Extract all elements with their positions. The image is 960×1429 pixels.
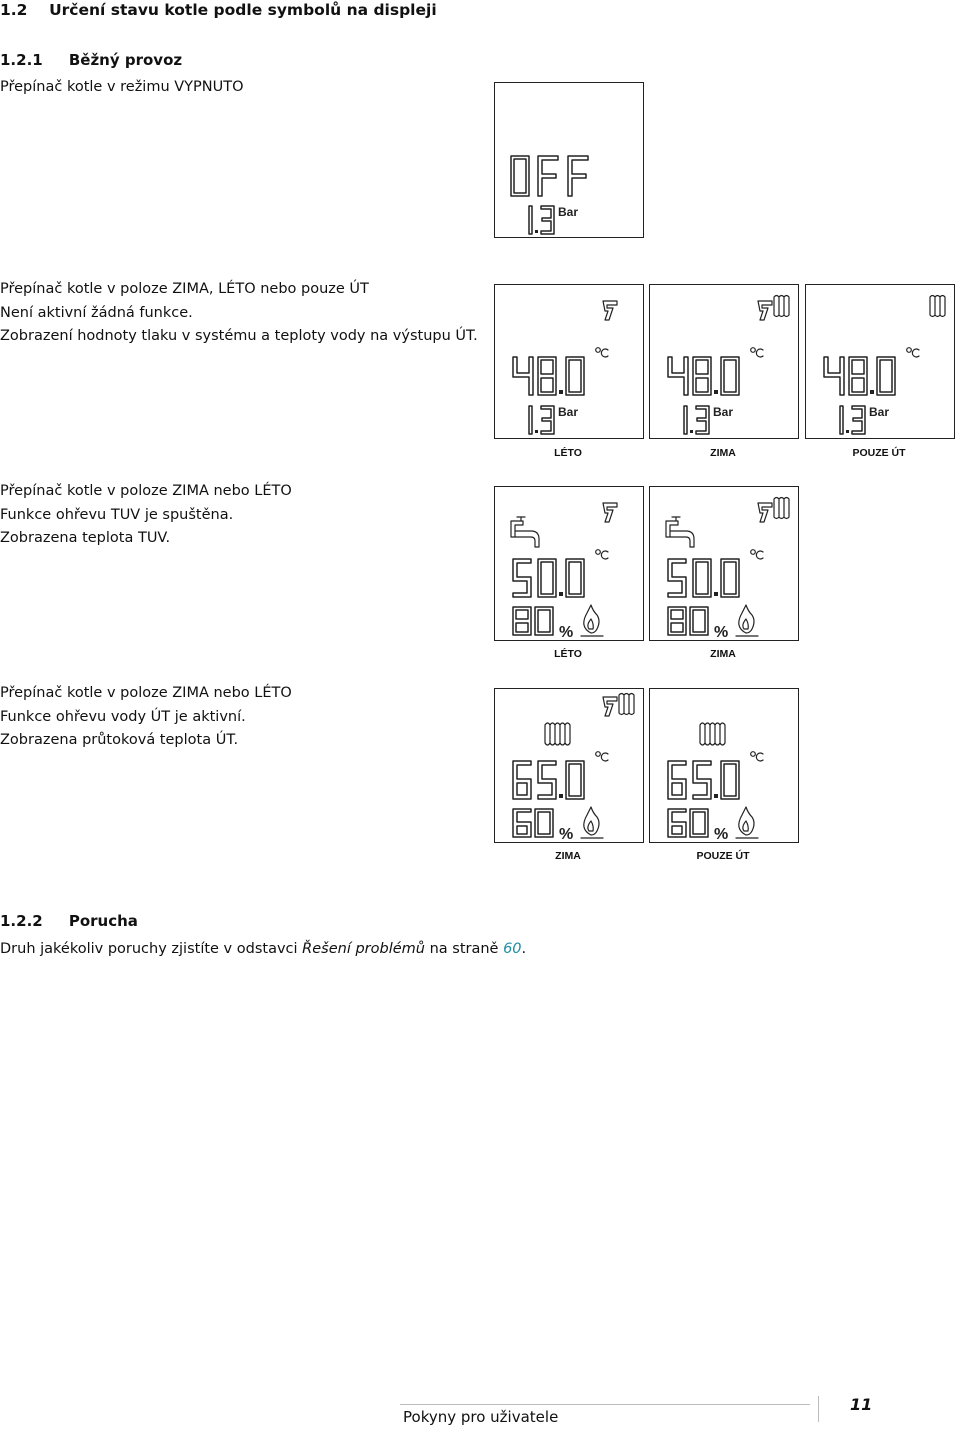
flame-icon xyxy=(581,807,603,838)
heating-line-3: Zobrazení hodnoty tlaku v systému a teploty vody na výstupu ÚT. xyxy=(0,328,478,344)
radiator-icon xyxy=(930,296,945,317)
heating-line-1: Přepínač kotle v poloze ZIMA, LÉTO nebo pouze ÚT xyxy=(0,281,369,297)
display-dhw-leto-graphic xyxy=(495,487,645,642)
radiator-icon xyxy=(774,296,789,317)
tap-icon xyxy=(603,503,617,522)
display-dhw-zima xyxy=(649,486,799,641)
power-unit-label: % xyxy=(714,624,729,641)
fault-text-before: Druh jakékoliv poruchy zjistíte v odstavci xyxy=(0,941,303,957)
display-heating-zima-graphic xyxy=(650,285,800,440)
radiator-icon xyxy=(774,498,789,519)
power-unit-label: % xyxy=(559,826,574,843)
ch-text xyxy=(0,682,292,753)
display-heating-zima xyxy=(649,284,799,439)
radiator-icon xyxy=(619,694,634,715)
caption-ch-zima: ZIMA xyxy=(555,850,581,862)
display-heating-leto-graphic xyxy=(495,285,645,440)
fault-link-text[interactable]: Řešení problémů xyxy=(302,941,425,957)
tap-icon xyxy=(758,301,772,320)
caption-heating-leto: LÉTO xyxy=(554,447,582,459)
ch-line-1: Přepínač kotle v poloze ZIMA nebo LÉTO xyxy=(0,685,292,701)
caption-heating-pouze-ut: POUZE ÚT xyxy=(852,447,906,459)
subsection-number: 1.2.2 xyxy=(0,912,43,930)
display-ch-zima xyxy=(494,688,644,843)
pressure-unit-label: Bar xyxy=(558,405,579,419)
heating-line-2: Není aktivní žádná funkce. xyxy=(0,304,193,321)
section-number: 1.2 xyxy=(0,1,28,19)
footer-separator xyxy=(818,1396,819,1422)
display-off-graphic xyxy=(495,83,645,239)
off-text: Přepínač kotle v režimu VYPNUTO xyxy=(0,79,244,95)
flame-icon xyxy=(736,605,758,636)
display-heating-pouze-ut xyxy=(805,284,955,439)
power-unit-label: % xyxy=(714,826,729,843)
power-unit-label: % xyxy=(559,624,574,641)
flame-icon xyxy=(581,605,603,636)
display-heating-leto xyxy=(494,284,644,439)
footer-title: Pokyny pro uživatele xyxy=(403,1408,559,1426)
subsection-title: Běžný provoz xyxy=(68,51,183,69)
radiator-active-icon xyxy=(700,723,725,745)
display-off xyxy=(494,82,644,238)
dhw-text xyxy=(0,480,292,551)
caption-heating-zima: ZIMA xyxy=(710,447,736,459)
pressure-unit-label: Bar xyxy=(558,205,579,219)
display-heating-pouze-ut-graphic xyxy=(806,285,956,440)
tap-icon xyxy=(603,697,617,716)
display-ch-zima-graphic xyxy=(495,689,645,844)
subsection-number: 1.2.1 xyxy=(0,51,43,69)
footer-divider xyxy=(400,1404,810,1405)
dhw-line-2: Funkce ohřevu TUV je spuštěna. xyxy=(0,506,234,523)
display-dhw-zima-graphic xyxy=(650,487,800,642)
tap-icon xyxy=(603,301,617,320)
ch-line-2: Funkce ohřevu vody ÚT je aktivní. xyxy=(0,708,246,725)
fault-text-after: . xyxy=(521,941,527,957)
ch-line-3: Zobrazena průtoková teplota ÚT. xyxy=(0,732,239,748)
section-heading xyxy=(0,1,437,19)
caption-ch-pouze-ut: POUZE ÚT xyxy=(696,850,750,862)
subsection-title: Porucha xyxy=(68,912,138,930)
display-ch-pouze-ut xyxy=(649,688,799,843)
fault-text xyxy=(0,938,526,962)
display-ch-pouze-ut-graphic xyxy=(650,689,800,844)
caption-dhw-zima: ZIMA xyxy=(710,648,736,660)
pressure-unit-label: Bar xyxy=(869,405,890,419)
fault-text-middle: na straně xyxy=(424,941,504,957)
dhw-line-1: Přepínač kotle v poloze ZIMA nebo LÉTO xyxy=(0,483,292,499)
caption-dhw-leto: LÉTO xyxy=(554,648,582,660)
heating-text xyxy=(0,278,478,349)
display-dhw-leto xyxy=(494,486,644,641)
subsection-heading-1 xyxy=(0,51,182,69)
faucet-active-icon xyxy=(666,517,694,547)
pressure-unit-label: Bar xyxy=(713,405,734,419)
radiator-active-icon xyxy=(545,723,570,745)
faucet-active-icon xyxy=(511,517,539,547)
page-number: 11 xyxy=(850,1395,873,1414)
section-title: Určení stavu kotle podle symbolů na displeji xyxy=(49,1,437,19)
tap-icon xyxy=(758,503,772,522)
dhw-line-3: Zobrazena teplota TUV. xyxy=(0,530,171,546)
subsection-heading-2 xyxy=(0,912,138,930)
flame-icon xyxy=(736,807,758,838)
page-reference-link[interactable]: 60 xyxy=(503,941,522,957)
